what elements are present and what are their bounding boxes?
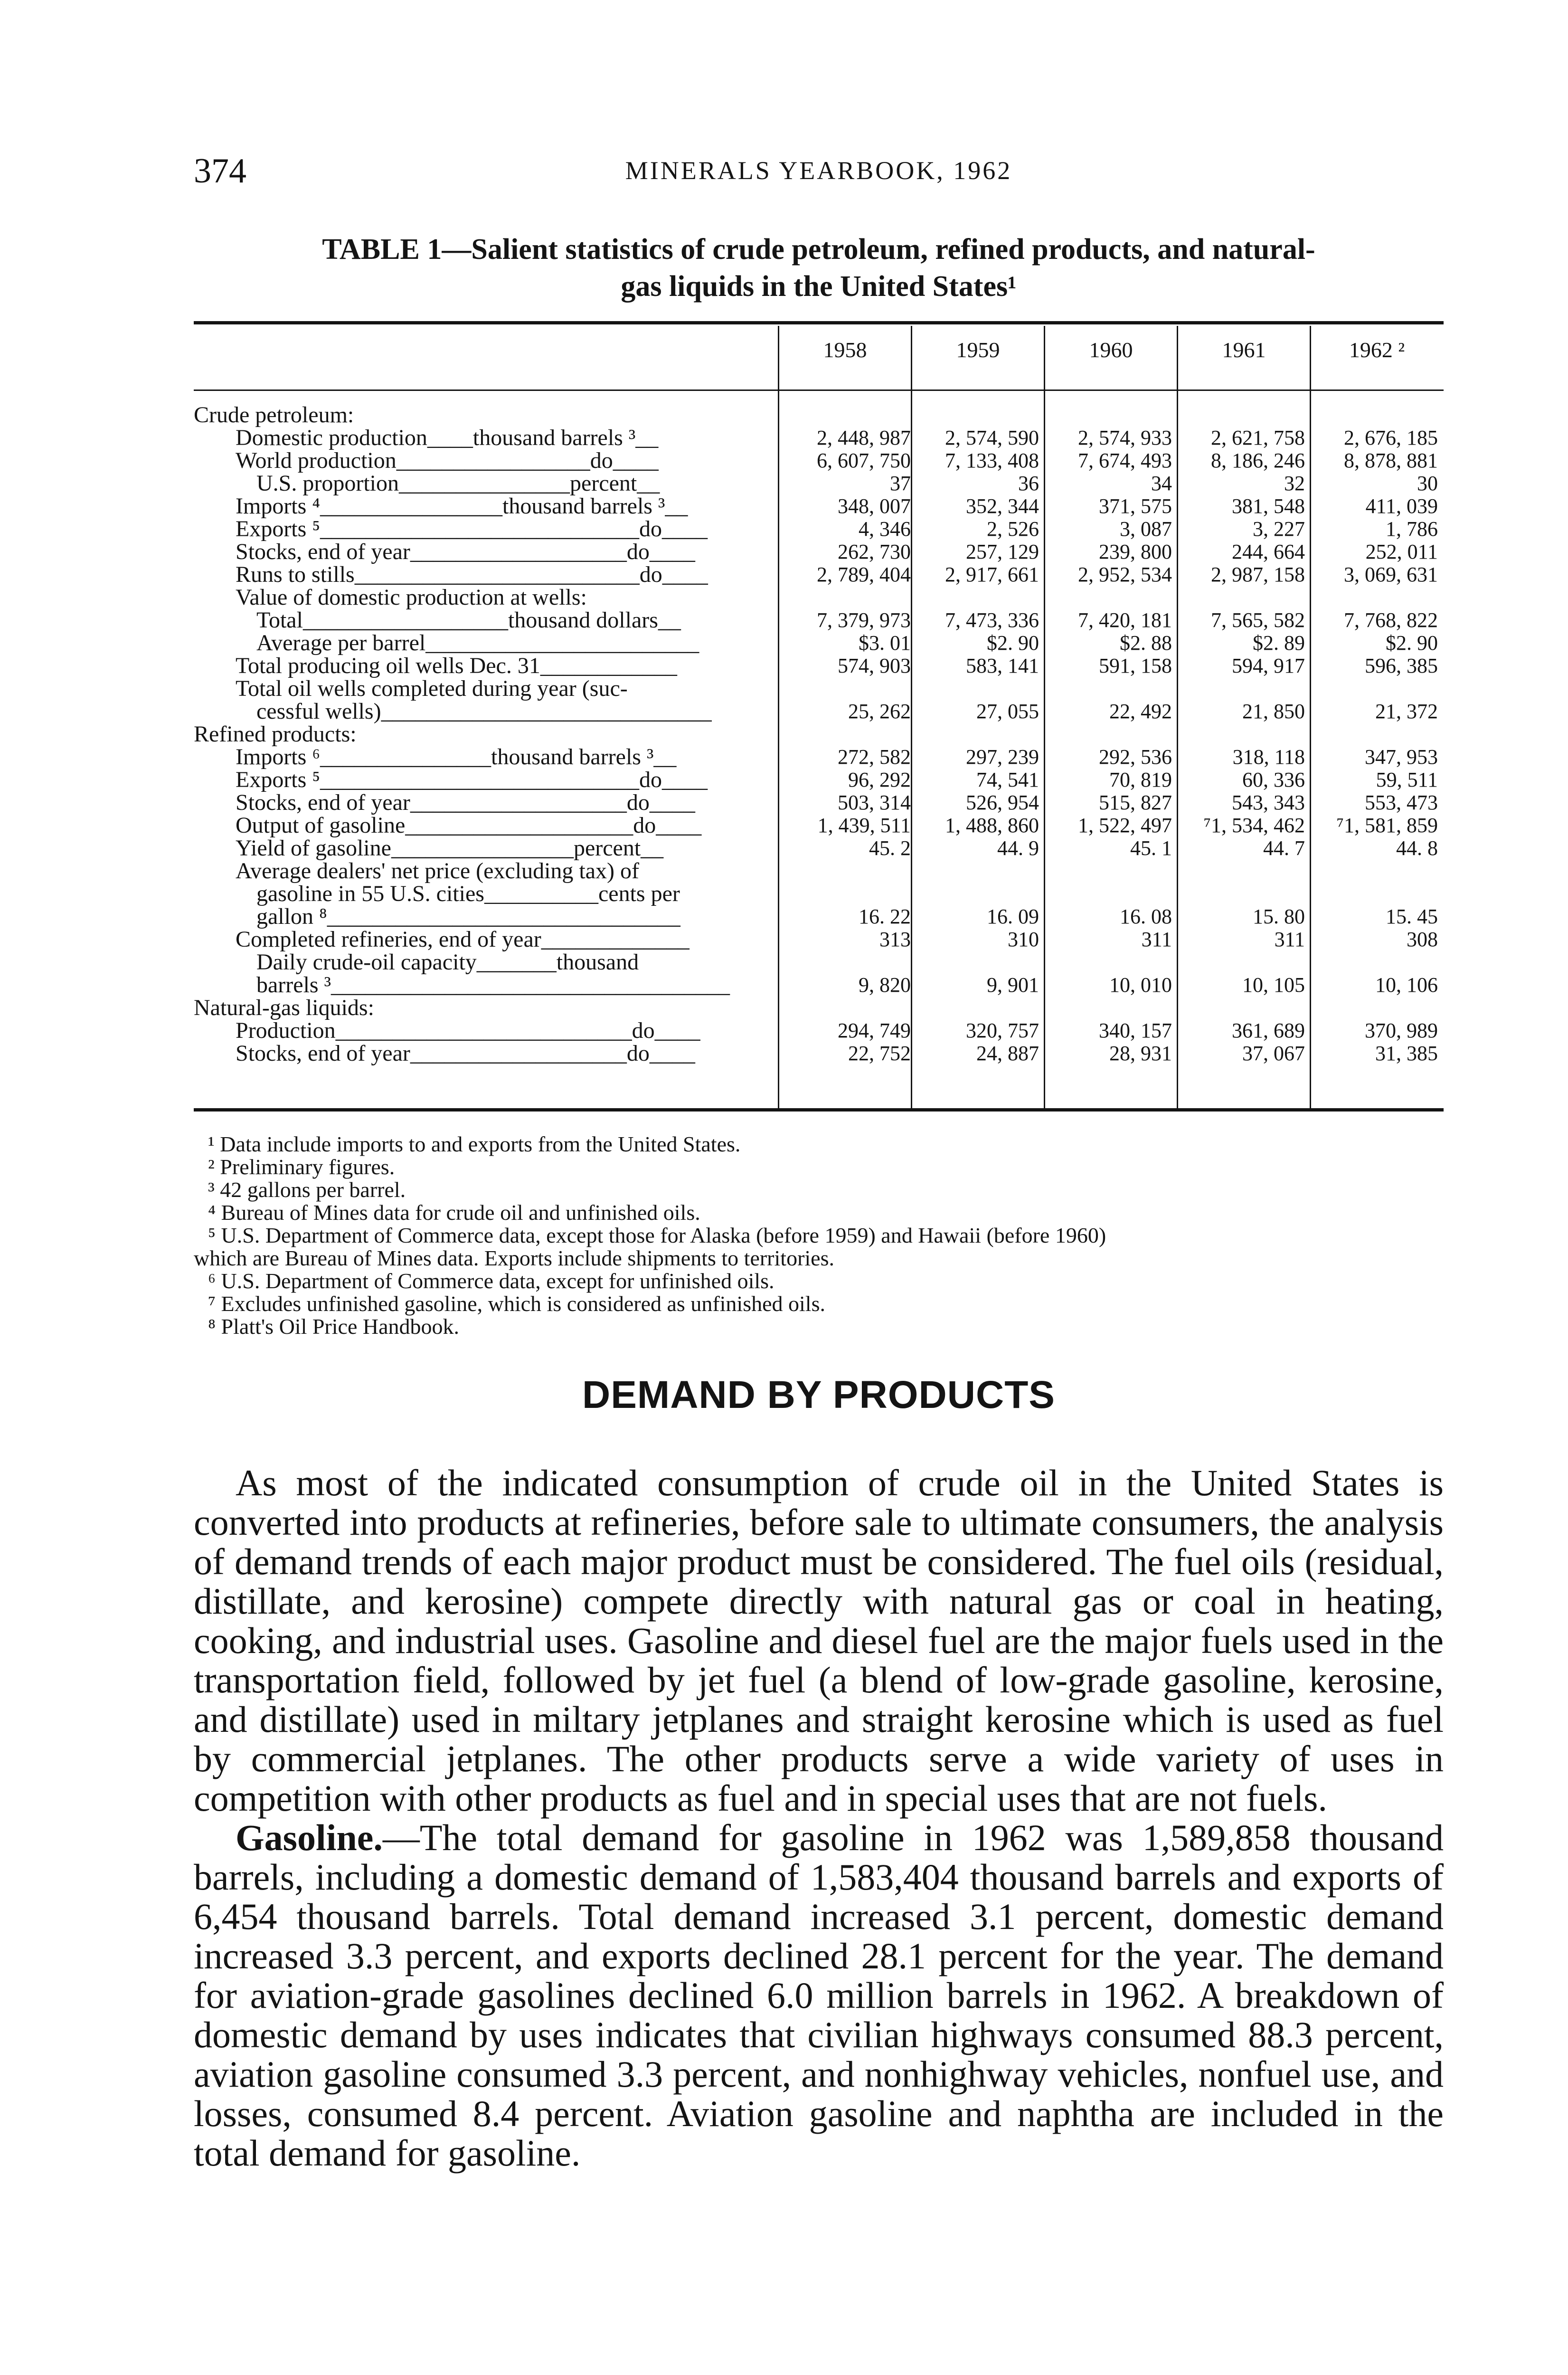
- table-cell: 574, 903: [838, 654, 911, 677]
- table-cell: 2, 676, 185: [1344, 426, 1438, 449]
- table-cell: [1310, 404, 1438, 427]
- table-cell: 21, 372: [1375, 700, 1438, 723]
- table-cell: 348, 007: [838, 494, 911, 518]
- table-cell: 1, 439, 511: [817, 814, 911, 837]
- table-cell: 2, 621, 758: [1211, 426, 1305, 449]
- table-cell: $2. 90: [1386, 631, 1438, 655]
- table-cell: 37: [890, 472, 911, 495]
- table-cell: 381, 548: [1232, 494, 1305, 518]
- table-cell: 553, 473: [1365, 791, 1438, 814]
- table-cell: 70, 819: [1109, 768, 1172, 791]
- row-label: Yield of gasoline________________percent__: [236, 836, 664, 861]
- table-cell: 74, 541: [976, 768, 1039, 791]
- table-cell: 31, 385: [1375, 1042, 1438, 1065]
- table-cell: 310: [1008, 928, 1039, 951]
- row-label: Total__________________thousand dollars__: [256, 608, 681, 633]
- table-cell: 244, 664: [1232, 540, 1305, 563]
- table-cell: [1044, 723, 1172, 746]
- table-header-rule: [194, 390, 1444, 391]
- row-label: Stocks, end of year___________________do____: [236, 790, 695, 815]
- table-cell: 34: [1151, 472, 1172, 495]
- table-cell: 10, 010: [1109, 973, 1172, 997]
- data-column-1962: [1310, 404, 1438, 1065]
- table-cell: 44. 7: [1263, 836, 1305, 860]
- column-header-1962: 1962 ²: [1349, 338, 1405, 362]
- table-cell: 7, 379, 973: [817, 608, 911, 632]
- row-label: Runs to stills_________________________do____: [236, 562, 708, 587]
- row-label: cessful wells)_____________________________: [256, 699, 712, 724]
- table-cell: 7, 565, 582: [1211, 608, 1305, 632]
- table-cell: 3, 087: [1120, 517, 1172, 541]
- table-cell: 2, 952, 534: [1078, 563, 1172, 586]
- table-cell: 9, 901: [987, 973, 1039, 997]
- row-label: Total producing oil wells Dec. 31____________: [236, 653, 677, 678]
- table-cell: 27, 055: [976, 700, 1039, 723]
- data-column-1961: [1177, 404, 1305, 1065]
- table-cell: 8, 186, 246: [1211, 449, 1305, 472]
- table-cell: ⁷1, 581, 859: [1336, 814, 1438, 837]
- table-cell: 543, 343: [1232, 791, 1305, 814]
- table-cell: 7, 473, 336: [945, 608, 1039, 632]
- row-label: Natural-gas liquids:: [194, 995, 374, 1020]
- section-heading: DEMAND BY PRODUCTS: [582, 1373, 1055, 1416]
- column-header-1960: 1960: [1089, 338, 1133, 362]
- data-column-1960: [1044, 404, 1172, 1065]
- table-cell: 526, 954: [966, 791, 1039, 814]
- table-bottom-rule: [194, 1108, 1444, 1112]
- row-label: barrels ³___________________________________: [256, 972, 730, 998]
- table-cell: 596, 385: [1365, 654, 1438, 677]
- row-label: Imports ⁴________________thousand barrels ³__: [236, 494, 688, 519]
- footnote: which are Bureau of Mines data. Exports include shipments to territories.: [194, 1246, 834, 1270]
- table-cell: 7, 768, 822: [1344, 608, 1438, 632]
- table-cell: [783, 723, 911, 746]
- table-cell: 36: [1018, 472, 1039, 495]
- table-cell: 370, 989: [1365, 1019, 1438, 1042]
- table-cell: 503, 314: [838, 791, 911, 814]
- footnote: ² Preliminary figures.: [208, 1155, 395, 1179]
- table-stub-column: [194, 404, 778, 1065]
- table-cell: 2, 789, 404: [817, 563, 911, 586]
- table-cell: [1177, 723, 1305, 746]
- column-divider: [778, 326, 779, 1110]
- page-header: [194, 151, 1444, 189]
- row-label: Domestic production____thousand barrels ³__: [236, 425, 659, 450]
- paragraph-gasoline-text: —The total demand for gasoline in 1962 was 1,589,858 thousand barrels, including a domestic demand of 1,583,404 thousand barrels and exports of 6,454 thousand barrels. Total demand increased 3.1 percent, domestic demand increased 3.3 percent, and exports declined 28.1 percent for the year. The demand for aviation-grade gasolines declined 6.0 million barrels in 1962. A breakdown of domestic demand by uses indicates that civilian highways consumed 88.3 percent, aviation gasoline consumed 3.3 percent, and nonhighway vehicles, nonfuel use, and losses, consumed 8.4 percent. Aviation gasoline and naphtha are included in the total demand for gasoline.: [194, 1817, 1444, 2174]
- table-cell: 308: [1407, 928, 1438, 951]
- data-column-1958: [783, 404, 911, 1065]
- table-title-line-2: gas liquids in the United States¹: [621, 270, 1017, 303]
- table-cell: 45. 1: [1130, 836, 1172, 860]
- table-cell: [1044, 586, 1172, 609]
- table-cell: 2, 448, 987: [817, 426, 911, 449]
- table-cell: 318, 118: [1232, 745, 1305, 769]
- footnote: ¹ Data include imports to and exports from the United States.: [208, 1132, 741, 1156]
- table-cell: 292, 536: [1099, 745, 1172, 769]
- paragraph-intro: As most of the indicated consumption of crude oil in the United States is converted into products at refineries, before sale to ultimate consumers, the analysis of demand trends of each major product must be considered. The fuel oils (residual, distillate, and kerosine) compete directly with natural gas or coal in heating, cooking, and industrial uses. Gasoline and diesel fuel are the major fuels used in the transportation field, followed by jet fuel (a blend of low-grade gasoline, kerosine, and distillate) used in miltary jetplanes and straight kerosine which is used as fuel by commercial jetplanes. The other products serve a wide variety of uses in competition with other products as fuel and in special uses that are not fuels.: [194, 1462, 1444, 1819]
- table-cell: 32: [1284, 472, 1305, 495]
- table-cell: 16. 22: [859, 905, 911, 928]
- table-cell: 352, 344: [966, 494, 1039, 518]
- footnote: ³ 42 gallons per barrel.: [208, 1178, 406, 1202]
- table-cell: $2. 89: [1253, 631, 1305, 655]
- table-cell: 60, 336: [1242, 768, 1305, 791]
- table-cell: 1, 488, 860: [945, 814, 1039, 837]
- table-cell: [1044, 883, 1172, 905]
- table-cell: 16. 08: [1120, 905, 1172, 928]
- row-label: World production_________________do____: [236, 448, 659, 473]
- table-cell: 272, 582: [838, 745, 911, 769]
- table-cell: [1310, 951, 1438, 974]
- table-cell: [1044, 677, 1172, 700]
- table-cell: 252, 011: [1365, 540, 1438, 563]
- paragraph-gasoline: [194, 1818, 1444, 2173]
- row-label: Exports ⁵____________________________do____: [236, 767, 708, 792]
- table-cell: 313: [879, 928, 911, 951]
- row-label: Daily crude-oil capacity_______thousand: [256, 950, 639, 975]
- table-cell: [783, 997, 911, 1019]
- table-cell: 8, 878, 881: [1344, 449, 1438, 472]
- table-cell: 44. 9: [997, 836, 1039, 860]
- table-cell: [1044, 951, 1172, 974]
- table-cell: 16. 09: [987, 905, 1039, 928]
- row-label: Imports ⁶_______________thousand barrels ³__: [236, 744, 677, 770]
- table-cell: [911, 723, 1039, 746]
- table-cell: [911, 860, 1039, 883]
- table-cell: $2. 88: [1120, 631, 1172, 655]
- table-cell: 10, 106: [1375, 973, 1438, 997]
- table-cell: [911, 404, 1039, 427]
- table-cell: [1310, 677, 1438, 700]
- table-footnotes: [194, 1133, 1444, 1338]
- table-cell: 594, 917: [1232, 654, 1305, 677]
- table-cell: 30: [1417, 472, 1438, 495]
- data-column-1959: [911, 404, 1039, 1065]
- table-title-line-1: TABLE 1—Salient statistics of crude petroleum, refined products, and natural-: [322, 233, 1315, 266]
- table-cell: [1177, 883, 1305, 905]
- table-cell: [1177, 997, 1305, 1019]
- table-cell: 311: [1141, 928, 1172, 951]
- table-cell: [783, 951, 911, 974]
- table-cell: 25, 262: [848, 700, 911, 723]
- table-cell: 2, 987, 158: [1211, 563, 1305, 586]
- table-cell: 297, 239: [966, 745, 1039, 769]
- table-cell: [1044, 997, 1172, 1019]
- table-cell: 591, 158: [1099, 654, 1172, 677]
- table-cell: [1044, 404, 1172, 427]
- table-cell: 96, 292: [848, 768, 911, 791]
- footnote: ⁵ U.S. Department of Commerce data, except those for Alaska (before 1959) and Hawaii (before 1960): [208, 1223, 1106, 1247]
- table-cell: 44. 8: [1396, 836, 1438, 860]
- table-cell: [783, 404, 911, 427]
- table-cell: 583, 141: [966, 654, 1039, 677]
- table-cell: [1177, 860, 1305, 883]
- table-cell: 1, 522, 497: [1078, 814, 1172, 837]
- table-cell: 411, 039: [1365, 494, 1438, 518]
- table-cell: 2, 917, 661: [945, 563, 1039, 586]
- row-label: gallon ⁸_______________________________: [256, 904, 680, 929]
- table-cell: 37, 067: [1242, 1042, 1305, 1065]
- table-cell: 24, 887: [976, 1042, 1039, 1065]
- table-cell: 515, 827: [1099, 791, 1172, 814]
- table-cell: [783, 677, 911, 700]
- table-cell: $3. 01: [859, 631, 911, 655]
- table-cell: 239, 800: [1099, 540, 1172, 563]
- table-cell: [1177, 677, 1305, 700]
- table-top-rule: [194, 321, 1444, 324]
- table-cell: 22, 492: [1109, 700, 1172, 723]
- row-label: Completed refineries, end of year_____________: [236, 927, 690, 952]
- table-cell: 2, 574, 933: [1078, 426, 1172, 449]
- table-cell: 7, 674, 493: [1078, 449, 1172, 472]
- row-label: Stocks, end of year___________________do____: [236, 539, 695, 564]
- table-cell: [1310, 883, 1438, 905]
- table-cell: 1, 786: [1386, 517, 1438, 541]
- table-cell: ⁷1, 534, 462: [1203, 814, 1305, 837]
- footnote: ⁷ Excludes unfinished gasoline, which is considered as unfinished oils.: [208, 1292, 825, 1316]
- table-cell: [783, 860, 911, 883]
- row-label: Average per barrel________________________: [256, 630, 699, 656]
- table-cell: [1310, 860, 1438, 883]
- footnote: ⁴ Bureau of Mines data for crude oil and unfinished oils.: [208, 1200, 700, 1225]
- row-label: Value of domestic production at wells:: [236, 585, 587, 610]
- table-cell: 320, 757: [966, 1019, 1039, 1042]
- table-cell: 6, 607, 750: [817, 449, 911, 472]
- footnote: ⁸ Platt's Oil Price Handbook.: [208, 1314, 459, 1339]
- table-cell: 59, 511: [1376, 768, 1438, 791]
- body-text: [194, 1463, 1444, 2173]
- row-label: Stocks, end of year___________________do____: [236, 1041, 695, 1066]
- table-cell: 3, 069, 631: [1344, 563, 1438, 586]
- table-cell: 21, 850: [1242, 700, 1305, 723]
- table-cell: 7, 133, 408: [945, 449, 1039, 472]
- column-header-1958: 1958: [823, 338, 867, 362]
- table-cell: 371, 575: [1099, 494, 1172, 518]
- table-cell: [911, 883, 1039, 905]
- table-cell: [1310, 586, 1438, 609]
- paragraph-run-in-heading: Gasoline.: [236, 1817, 383, 1858]
- table-cell: 311: [1274, 928, 1305, 951]
- table-cell: [1310, 723, 1438, 746]
- table-cell: 45. 2: [869, 836, 911, 860]
- row-label: gasoline in 55 U.S. cities__________cents per: [256, 881, 680, 906]
- table-cell: [1177, 951, 1305, 974]
- table-cell: [783, 586, 911, 609]
- table-cell: 294, 749: [838, 1019, 911, 1042]
- row-label: Average dealers' net price (excluding tax) of: [236, 858, 640, 884]
- table-cell: 257, 129: [966, 540, 1039, 563]
- table-cell: 22, 752: [848, 1042, 911, 1065]
- table-cell: 7, 420, 181: [1078, 608, 1172, 632]
- table-cell: [1044, 860, 1172, 883]
- row-label: Production__________________________do____: [236, 1018, 700, 1043]
- table-title: [194, 231, 1444, 305]
- row-label: Exports ⁵____________________________do____: [236, 516, 708, 542]
- table-cell: 3, 227: [1253, 517, 1305, 541]
- table-cell: 262, 730: [838, 540, 911, 563]
- row-label: Total oil wells completed during year (suc-: [236, 676, 628, 701]
- row-label: Refined products:: [194, 722, 357, 747]
- table-cell: [911, 997, 1039, 1019]
- table-cell: [911, 677, 1039, 700]
- row-label: Output of gasoline____________________do____: [236, 813, 702, 838]
- table-cell: 340, 157: [1099, 1019, 1172, 1042]
- table-cell: [911, 586, 1039, 609]
- table-cell: 2, 574, 590: [945, 426, 1039, 449]
- table-cell: [911, 951, 1039, 974]
- table-cell: 10, 105: [1242, 973, 1305, 997]
- table-cell: 2, 526: [987, 517, 1039, 541]
- table-cell: $2. 90: [987, 631, 1039, 655]
- table-cell: [1177, 586, 1305, 609]
- table-cell: [1310, 997, 1438, 1019]
- table-cell: 4, 346: [859, 517, 911, 541]
- table-cell: [1177, 404, 1305, 427]
- running-title: MINERALS YEARBOOK, 1962: [625, 156, 1012, 185]
- row-label: U.S. proportion_______________percent__: [256, 471, 660, 496]
- table-cell: 28, 931: [1109, 1042, 1172, 1065]
- table-cell: 9, 820: [859, 973, 911, 997]
- footnote: ⁶ U.S. Department of Commerce data, except for unfinished oils.: [208, 1269, 775, 1293]
- table-cell: 347, 953: [1365, 745, 1438, 769]
- table-cell: 15. 80: [1253, 905, 1305, 928]
- column-header-1959: 1959: [956, 338, 1000, 362]
- table-cell: [783, 883, 911, 905]
- row-label: Crude petroleum:: [194, 402, 354, 428]
- page-number: 374: [194, 152, 246, 190]
- table-cell: 361, 689: [1232, 1019, 1305, 1042]
- column-header-1961: 1961: [1222, 338, 1266, 362]
- table-cell: 15. 45: [1386, 905, 1438, 928]
